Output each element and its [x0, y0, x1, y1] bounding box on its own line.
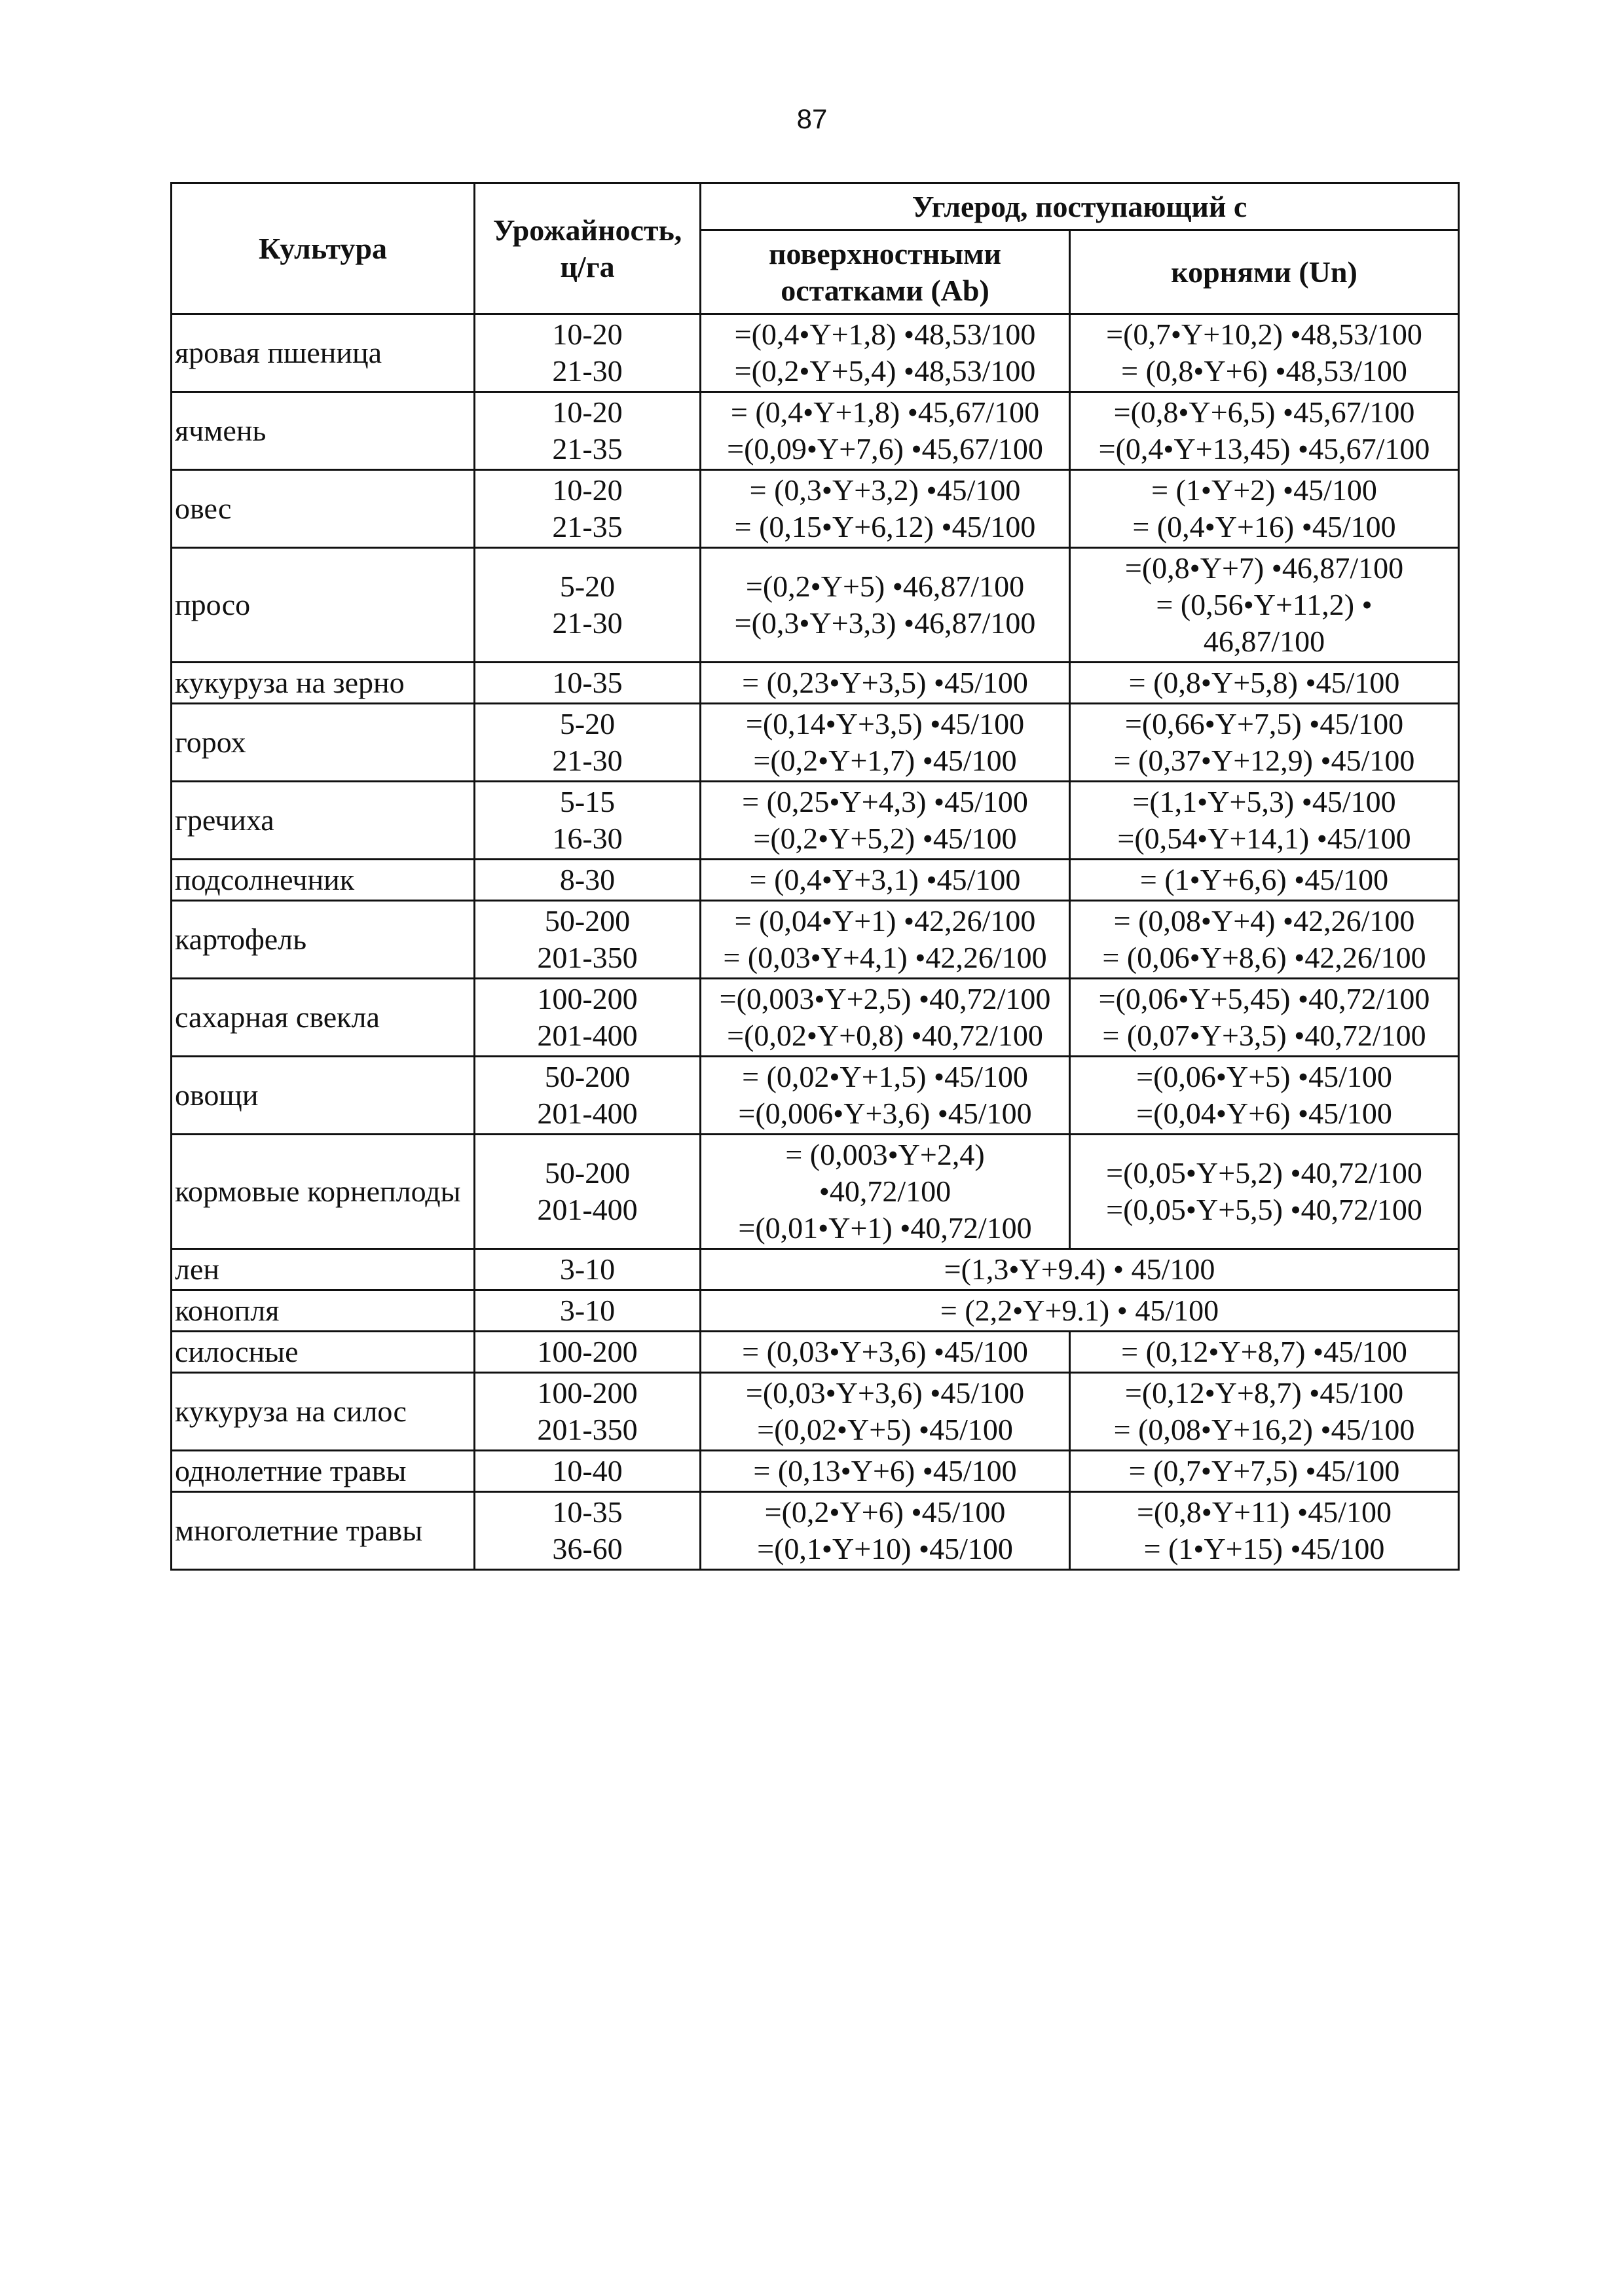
surface-line: = (0,02•Y+1,5) •45/100 [742, 1060, 1028, 1093]
table-row [172, 663, 1459, 704]
yield-line: 36-60 [552, 1532, 623, 1565]
roots-formula [1070, 1332, 1459, 1373]
yield-line: 10-35 [552, 666, 623, 699]
header-crop: Культура [172, 183, 475, 314]
table-row [172, 1373, 1459, 1451]
yield-line: 10-20 [552, 473, 623, 507]
surface-formula [701, 314, 1070, 392]
yield-line: 10-20 [552, 318, 623, 351]
surface-line: = (0,04•Y+1) •42,26/100 [734, 904, 1036, 938]
yield-range [475, 1249, 701, 1290]
roots-formula [1070, 1492, 1459, 1570]
surface-formula [701, 1135, 1070, 1249]
surface-formula [701, 1451, 1070, 1492]
yield-line: 201-400 [537, 1019, 638, 1052]
surface-line: =(0,03•Y+3,6) •45/100 [745, 1376, 1025, 1410]
table-row [172, 704, 1459, 782]
yield-range [475, 704, 701, 782]
header-yield: Урожайность, ц/га [475, 183, 701, 314]
surface-formula [701, 392, 1070, 470]
roots-formula [1070, 979, 1459, 1057]
yield-line: 21-30 [552, 354, 623, 388]
surface-line: = (0,4•Y+3,1) •45/100 [749, 863, 1021, 896]
surface-line: =(0,2•Y+1,7) •45/100 [753, 744, 1017, 777]
table-row [172, 1249, 1459, 1290]
crop-name: овес [172, 470, 475, 548]
surface-line: =(0,02•Y+0,8) •40,72/100 [727, 1019, 1043, 1052]
yield-range [475, 979, 701, 1057]
roots-formula [1070, 470, 1459, 548]
crop-name: яровая пшеница [172, 314, 475, 392]
surface-line: = (0,25•Y+4,3) •45/100 [742, 785, 1028, 818]
table-row [172, 860, 1459, 901]
yield-range [475, 548, 701, 663]
yield-line: 5-20 [559, 570, 616, 603]
table-row [172, 392, 1459, 470]
surface-line: = (0,13•Y+6) •45/100 [753, 1454, 1017, 1487]
crop-name: сахарная свекла [172, 979, 475, 1057]
roots-line: =(0,8•Y+7) •46,87/100 [1124, 551, 1404, 585]
roots-line: = (0,4•Y+16) •45/100 [1132, 510, 1396, 543]
surface-formula [701, 1492, 1070, 1570]
yield-range [475, 1290, 701, 1332]
roots-formula [1070, 1373, 1459, 1451]
yield-line: 16-30 [552, 822, 623, 855]
roots-formula [1070, 1057, 1459, 1135]
roots-line: =(0,4•Y+13,45) •45,67/100 [1098, 432, 1430, 465]
table-row [172, 979, 1459, 1057]
yield-line: 201-400 [537, 1097, 638, 1130]
combined-formula: =(1,3•Y+9.4) • 45/100 [701, 1249, 1459, 1290]
yield-range [475, 663, 701, 704]
yield-line: 10-40 [552, 1454, 623, 1487]
yield-line: 10-35 [552, 1495, 623, 1529]
yield-line: 100-200 [537, 982, 638, 1015]
crop-name: многолетние травы [172, 1492, 475, 1570]
yield-line: 201-350 [537, 941, 638, 974]
roots-line: =(0,54•Y+14,1) •45/100 [1117, 822, 1411, 855]
yield-line: 201-350 [537, 1413, 638, 1446]
yield-line: 50-200 [544, 1060, 631, 1093]
roots-formula [1070, 860, 1459, 901]
roots-line: 46,87/100 [1203, 625, 1325, 658]
crop-name: овощи [172, 1057, 475, 1135]
crop-name: конопля [172, 1290, 475, 1332]
surface-line: =(0,2•Y+5) •46,87/100 [745, 570, 1025, 603]
surface-line: •40,72/100 [819, 1175, 951, 1208]
roots-formula [1070, 548, 1459, 663]
surface-formula [701, 663, 1070, 704]
table-row [172, 901, 1459, 979]
roots-line: = (1•Y+6,6) •45/100 [1139, 863, 1389, 896]
roots-formula [1070, 663, 1459, 704]
surface-line: =(0,01•Y+1) •40,72/100 [738, 1211, 1032, 1245]
crop-name: кукуруза на зерно [172, 663, 475, 704]
surface-line: =(0,2•Y+5,2) •45/100 [753, 822, 1017, 855]
crop-name: ячмень [172, 392, 475, 470]
roots-formula [1070, 1451, 1459, 1492]
surface-line: = (0,3•Y+3,2) •45/100 [749, 473, 1021, 507]
roots-formula [1070, 314, 1459, 392]
roots-line: =(0,06•Y+5) •45/100 [1136, 1060, 1392, 1093]
surface-line: = (0,4•Y+1,8) •45,67/100 [730, 395, 1040, 429]
surface-formula [701, 1057, 1070, 1135]
surface-line: = (0,23•Y+3,5) •45/100 [742, 666, 1028, 699]
table-row [172, 1135, 1459, 1249]
surface-line: =(0,02•Y+5) •45/100 [757, 1413, 1013, 1446]
roots-line: = (0,7•Y+7,5) •45/100 [1128, 1454, 1400, 1487]
yield-line: 5-15 [559, 785, 616, 818]
yield-line: 21-30 [552, 606, 623, 640]
crop-name: кукуруза на силос [172, 1373, 475, 1451]
surface-line: =(0,4•Y+1,8) •48,53/100 [734, 318, 1036, 351]
table-row [172, 782, 1459, 860]
crop-name: силосные [172, 1332, 475, 1373]
roots-line: = (0,07•Y+3,5) •40,72/100 [1102, 1019, 1426, 1052]
table-row [172, 1057, 1459, 1135]
roots-line: =(0,7•Y+10,2) •48,53/100 [1106, 318, 1422, 351]
page-number: 87 [796, 103, 828, 134]
roots-formula [1070, 392, 1459, 470]
crop-name: просо [172, 548, 475, 663]
yield-line: 201-400 [537, 1193, 638, 1226]
yield-line: 50-200 [544, 1156, 631, 1190]
table-row [172, 1290, 1459, 1332]
yield-line: 21-30 [552, 744, 623, 777]
roots-formula [1070, 1135, 1459, 1249]
roots-line: =(0,05•Y+5,2) •40,72/100 [1106, 1156, 1422, 1190]
surface-formula [701, 470, 1070, 548]
roots-line: = (0,08•Y+16,2) •45/100 [1113, 1413, 1415, 1446]
roots-line: =(1,1•Y+5,3) •45/100 [1132, 785, 1396, 818]
roots-line: = (0,8•Y+5,8) •45/100 [1128, 666, 1400, 699]
yield-line: 50-200 [544, 904, 631, 938]
surface-formula [701, 901, 1070, 979]
crop-name: однолетние травы [172, 1451, 475, 1492]
yield-line: 5-20 [559, 707, 616, 740]
surface-formula [701, 860, 1070, 901]
crop-name: кормовые корнеплоды [172, 1135, 475, 1249]
yield-range [475, 392, 701, 470]
table-row [172, 314, 1459, 392]
roots-line: = (0,12•Y+8,7) •45/100 [1121, 1335, 1407, 1368]
carbon-input-table [170, 182, 1460, 1571]
yield-range [475, 1373, 701, 1451]
yield-range [475, 901, 701, 979]
table-row [172, 470, 1459, 548]
yield-line: 21-35 [552, 510, 623, 543]
yield-range [475, 470, 701, 548]
roots-formula [1070, 901, 1459, 979]
crop-name: горох [172, 704, 475, 782]
header-carbon: Углерод, поступающий с [701, 183, 1459, 230]
yield-range [475, 860, 701, 901]
surface-line: =(0,003•Y+2,5) •40,72/100 [719, 982, 1051, 1015]
table-row [172, 1492, 1459, 1570]
header-surface-residues: поверхностными остатками (Ab) [701, 230, 1070, 314]
surface-line: =(0,14•Y+3,5) •45/100 [745, 707, 1025, 740]
header-roots: корнями (Un) [1070, 230, 1459, 314]
surface-line: = (0,15•Y+6,12) •45/100 [734, 510, 1036, 543]
surface-formula [701, 704, 1070, 782]
yield-line: 3-10 [559, 1294, 616, 1327]
roots-line: =(0,04•Y+6) •45/100 [1136, 1097, 1392, 1130]
surface-formula [701, 548, 1070, 663]
surface-line: =(0,2•Y+5,4) •48,53/100 [734, 354, 1036, 388]
roots-line: = (0,37•Y+12,9) •45/100 [1113, 744, 1415, 777]
table-row [172, 548, 1459, 663]
surface-line: =(0,09•Y+7,6) •45,67/100 [727, 432, 1043, 465]
surface-line: = (0,003•Y+2,4) [785, 1138, 985, 1171]
yield-range [475, 314, 701, 392]
roots-line: = (0,56•Y+11,2) • [1156, 588, 1373, 621]
roots-formula [1070, 782, 1459, 860]
surface-formula [701, 1332, 1070, 1373]
roots-line: =(0,05•Y+5,5) •40,72/100 [1106, 1193, 1422, 1226]
roots-line: = (0,08•Y+4) •42,26/100 [1113, 904, 1415, 938]
yield-line: 8-30 [559, 863, 616, 896]
yield-range [475, 1135, 701, 1249]
yield-range [475, 782, 701, 860]
roots-line: =(0,06•Y+5,45) •40,72/100 [1098, 982, 1430, 1015]
yield-line: 3-10 [559, 1252, 616, 1286]
yield-range [475, 1332, 701, 1373]
table-row [172, 1332, 1459, 1373]
roots-line: = (0,06•Y+8,6) •42,26/100 [1102, 941, 1426, 974]
yield-range [475, 1451, 701, 1492]
surface-formula [701, 782, 1070, 860]
roots-formula [1070, 704, 1459, 782]
surface-line: =(0,1•Y+10) •45/100 [757, 1532, 1013, 1565]
roots-line: =(0,12•Y+8,7) •45/100 [1124, 1376, 1404, 1410]
crop-name: подсолнечник [172, 860, 475, 901]
surface-line: =(0,3•Y+3,3) •46,87/100 [734, 606, 1036, 640]
table-row [172, 1451, 1459, 1492]
yield-line: 100-200 [537, 1376, 638, 1410]
roots-line: =(0,8•Y+11) •45/100 [1136, 1495, 1392, 1529]
crop-name: лен [172, 1249, 475, 1290]
yield-line: 10-20 [552, 395, 623, 429]
surface-line: = (0,03•Y+3,6) •45/100 [742, 1335, 1028, 1368]
surface-formula [701, 1373, 1070, 1451]
yield-range [475, 1492, 701, 1570]
roots-line: =(0,8•Y+6,5) •45,67/100 [1113, 395, 1415, 429]
surface-line: = (0,03•Y+4,1) •42,26/100 [723, 941, 1047, 974]
roots-line: = (0,8•Y+6) •48,53/100 [1121, 354, 1407, 388]
crop-name: картофель [172, 901, 475, 979]
yield-range [475, 1057, 701, 1135]
surface-line: =(0,006•Y+3,6) •45/100 [738, 1097, 1032, 1130]
crop-name: гречиха [172, 782, 475, 860]
table-body [172, 314, 1459, 1570]
roots-line: = (1•Y+15) •45/100 [1143, 1532, 1385, 1565]
yield-line: 21-35 [552, 432, 623, 465]
roots-line: = (1•Y+2) •45/100 [1151, 473, 1377, 507]
roots-line: =(0,66•Y+7,5) •45/100 [1124, 707, 1404, 740]
yield-line: 100-200 [537, 1335, 638, 1368]
surface-line: =(0,2•Y+6) •45/100 [764, 1495, 1006, 1529]
surface-formula [701, 979, 1070, 1057]
combined-formula: = (2,2•Y+9.1) • 45/100 [701, 1290, 1459, 1332]
